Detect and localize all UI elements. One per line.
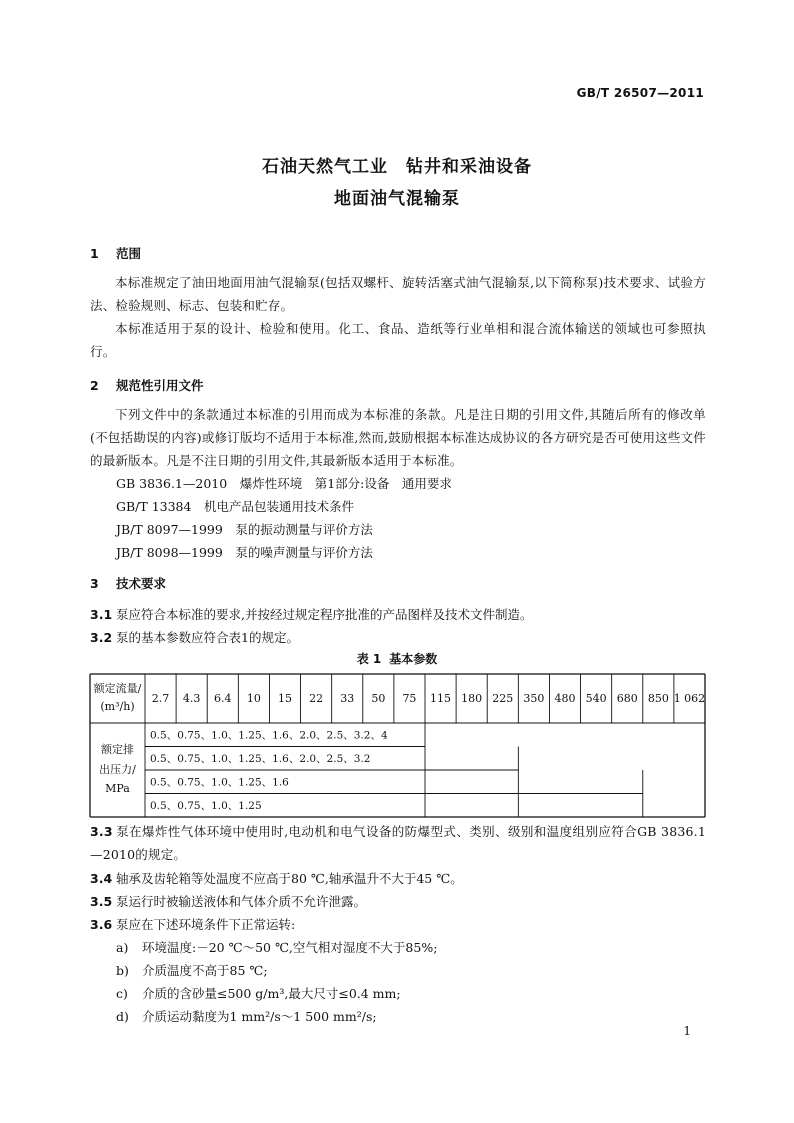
table-title: 基本参数: [389, 652, 438, 666]
clause-3-5: [90, 892, 366, 910]
clause-number: 3.6: [90, 917, 113, 932]
clause-3-4: [90, 869, 463, 887]
flow-value-cell: 6.4: [214, 692, 232, 705]
flow-value-cell: 115: [430, 692, 452, 705]
flow-value-cell: 680: [616, 692, 638, 705]
flow-value-cell: 540: [585, 692, 607, 705]
clause-text: 泵在爆炸性气体环境中使用时,电动机和电气设备的防爆型式、类别、级别和温度组别应符合GB 3836.1—2010的规定。: [90, 824, 706, 862]
flow-value-cell: 4.3: [182, 692, 201, 705]
flow-header-unit: (m³/h): [100, 700, 135, 713]
page-number: 1: [683, 1024, 691, 1038]
reference-item: JB/T 8098—1999 泵的噪声测量与评价方法: [116, 545, 373, 560]
clause-text: 泵应在下述环境条件下正常运转:: [116, 917, 296, 932]
list-item-text: 介质温度不高于85 ℃;: [142, 963, 268, 978]
list-item-text: 介质运动黏度为1 mm²/s～1 500 mm²/s;: [142, 1009, 377, 1024]
document-title-line1: 石油天然气工业 钻井和采油设备: [262, 157, 532, 177]
flow-value-cell: 50: [371, 692, 386, 705]
clause-number: 3.4: [90, 871, 113, 886]
pressure-row-text: 0.5、0.75、1.0、1.25: [150, 800, 262, 812]
clause-number: 3.3: [90, 824, 113, 839]
section-title: 规范性引用文件: [116, 378, 204, 393]
flow-value-cell: 1 062: [673, 692, 706, 705]
list-item-label: b): [116, 963, 129, 978]
flow-value-cell: 33: [340, 692, 355, 705]
pressure-header-unit: MPa: [105, 782, 130, 795]
clause-number: 3.5: [90, 894, 113, 909]
list-item-text: 介质的含砂量≤500 g/m³,最大尺寸≤0.4 mm;: [142, 986, 401, 1001]
flow-header-label: 额定流量/: [93, 682, 142, 695]
clause-text: 轴承及齿轮箱等处温度不应高于80 ℃,轴承温升不大于45 ℃。: [116, 871, 463, 886]
pressure-row-text: 0.5、0.75、1.0、1.25、1.6、2.0、2.5、3.2: [150, 753, 371, 765]
pressure-row-text: 0.5、0.75、1.0、1.25、1.6: [150, 776, 289, 789]
list-item: [116, 961, 268, 979]
flow-value-cell: 225: [492, 692, 514, 705]
flow-value-cell: 2.7: [151, 692, 170, 705]
reference-item: GB/T 13384 机电产品包装通用技术条件: [116, 499, 354, 514]
section-number: 1: [90, 246, 99, 261]
clause-text: 泵运行时被输送液体和气体介质不允许泄露。: [116, 894, 367, 909]
pressure-header-label: 出压力/: [99, 763, 136, 776]
section-1-paragraph-1: 本标准规定了油田地面用油气混输泵(包括双螺杆、旋转活塞式油气混输泵,以下简称泵)技术要求、试验方法、检验规则、标志、包装和贮存。: [90, 275, 706, 313]
clause-text: 泵的基本参数应符合表1的规定。: [116, 630, 299, 645]
flow-value-cell: 180: [461, 692, 483, 705]
pressure-header-label: 额定排: [101, 743, 134, 756]
list-item-text: 环境温度:－20 ℃～50 ℃,空气相对湿度不大于85%;: [142, 940, 438, 955]
flow-value-cell: 22: [309, 692, 324, 705]
reference-item: JB/T 8097—1999 泵的振动测量与评价方法: [116, 522, 373, 537]
list-item-label: a): [116, 940, 129, 955]
document-title-line2: 地面油气混输泵: [334, 189, 460, 209]
list-item-label: c): [116, 986, 128, 1001]
flow-value-cell: 350: [523, 692, 545, 705]
section-1-paragraph-2: 本标准适用于泵的设计、检验和使用。化工、食品、造纸等行业单相和混合流体输送的领域也可参照执行。: [90, 321, 706, 359]
clause-text: 泵应符合本标准的要求,并按经过规定程序批准的产品图样及技术文件制造。: [116, 607, 533, 622]
clause-3-3: [90, 820, 706, 866]
flow-value-cell: 75: [402, 692, 417, 705]
flow-value-cell: 480: [554, 692, 576, 705]
list-item: [116, 984, 401, 1002]
flow-value-cell: 10: [246, 692, 261, 705]
section-number: 2: [90, 378, 99, 393]
section-title: 范围: [116, 246, 142, 261]
clause-3-6: [90, 915, 295, 933]
clause-number: 3.1: [90, 607, 113, 622]
table-number: 表 1: [356, 652, 382, 666]
flow-value-cell: 850: [647, 692, 669, 705]
section-number: 3: [90, 576, 99, 591]
reference-item: GB 3836.1—2010 爆炸性环境 第1部分:设备 通用要求: [116, 476, 452, 491]
list-item-label: d): [116, 1009, 129, 1024]
standard-number: GB/T 26507—2011: [576, 86, 704, 100]
clause-number: 3.2: [90, 630, 113, 645]
section-title: 技术要求: [116, 576, 167, 591]
section-2-paragraph-1: 下列文件中的条款通过本标准的引用而成为本标准的条款。凡是注日期的引用文件,其随后所有的修改单(不包括勘误的内容)或修订版均不适用于本标准,然而,鼓励根据本标准达成协议的各方研究是否可使用这些文件的最新版本。凡是不注日期的引用文件,其最新版本适用于本标准。: [90, 407, 706, 468]
pressure-row-text: 0.5、0.75、1.0、1.25、1.6、2.0、2.5、3.2、4: [150, 729, 388, 742]
list-item: [116, 1007, 377, 1025]
list-item: [116, 938, 437, 956]
flow-value-cell: 15: [278, 692, 292, 705]
